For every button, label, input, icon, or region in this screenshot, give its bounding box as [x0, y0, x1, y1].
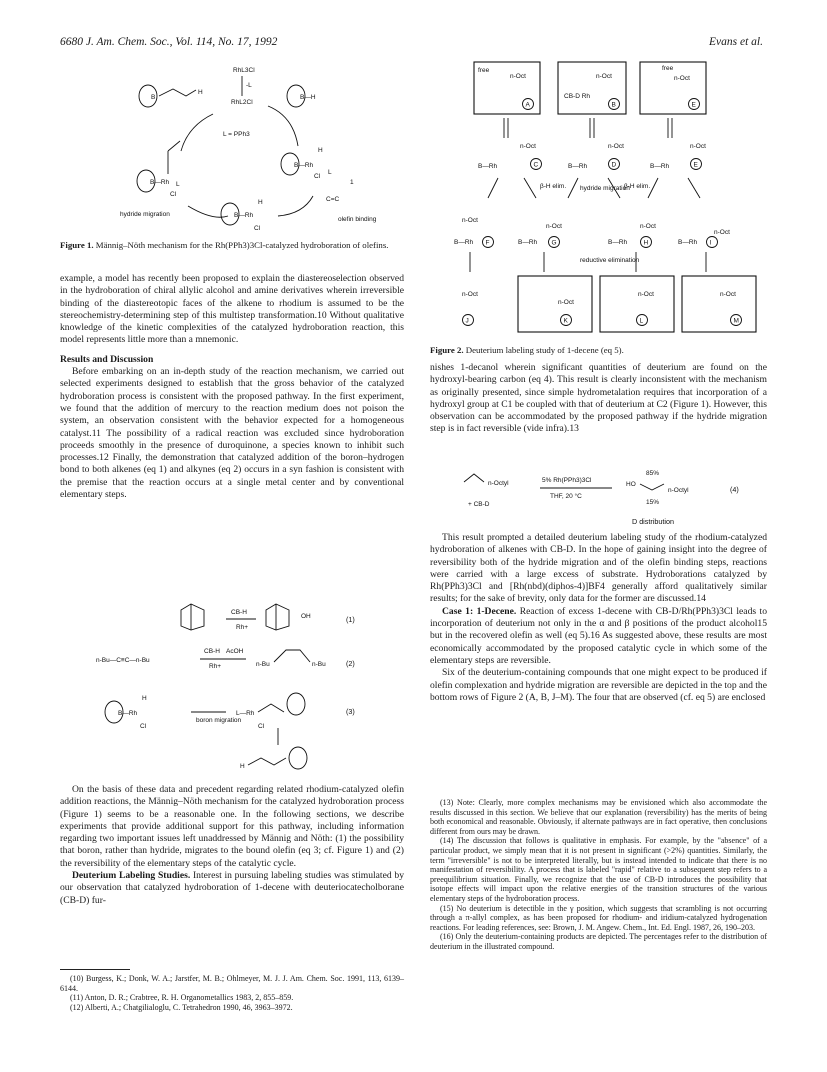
fig2-hydride-migration: hydride migration — [580, 185, 630, 192]
fig1-minus-l: -L — [246, 82, 252, 89]
left-column-body-2 — [60, 784, 404, 907]
figure-2-scheme — [418, 56, 768, 338]
svg-text:B—Rh: B—Rh — [454, 239, 474, 246]
svg-text:J: J — [465, 317, 469, 325]
svg-text:B: B — [151, 94, 156, 101]
eq2-product-right: n-Bu — [312, 661, 326, 668]
eq4-conditions: THF, 20 °C — [550, 493, 582, 500]
eq4-reagent: + CB-D — [468, 501, 490, 508]
figure-1-scheme — [118, 56, 378, 236]
svg-text:B—Rh: B—Rh — [678, 239, 698, 246]
fig2-noct-k: n-Oct — [558, 299, 574, 306]
fig1-ligand-def: L = PPh3 — [223, 131, 250, 138]
left-paragraph-4: Interest in pursuing labeling studies was stimulated by our observation that catalyzed hydroboration of 1-decene with deuteriocatecholborane (CB-D) fur- — [60, 870, 404, 906]
fig2-cbd-rh: CB-D Rh — [564, 93, 591, 100]
eq1-catalyst: Rh+ — [236, 624, 249, 631]
right-paragraph-2: This result prompted a detailed deuterium labeling study of the rhodium-catalyzed hydroboration of alkenes with CB-D. In the hope of gaining insight into the degree of reversibility both of the hydride migration and of the olefin binding steps, reactions were carried with a large excess of substrate. Hydroborations catalyzed by Rh(PPh3)3Cl and [Rh(nbd)(diphos-4)]BF4 generally afford qualitatively similar results; for the sake of brevity, only data for the former are discussed.14 — [430, 532, 767, 605]
right-footnotes — [430, 798, 767, 952]
svg-text:B—Rh: B—Rh — [234, 212, 254, 219]
fig1-olefin-binding: olefin binding — [338, 216, 377, 223]
eq2-number: (2) — [346, 659, 355, 668]
svg-text:B—Rh: B—Rh — [478, 163, 498, 170]
eq1-number: (1) — [346, 615, 355, 624]
eq2-reactant: n-Bu—C≡C—n-Bu — [96, 657, 150, 664]
footnote-15: (15) No deuterium is detectible in the γ position, which suggests that scrambling is not occurring through a π-allyl complex, as has been proposed for rhodium- and iridium-catalyzed hydrogenation reactions. For leading references, see: Brown, J. M. Angew. Chem., Int. Ed. Engl. 1987, 26, 190–203. — [430, 903, 767, 932]
eq4-pct-top: 85% — [646, 470, 660, 477]
fig2-free-a: free — [478, 67, 490, 74]
fig2-reductive-elimination: reductive elimination — [580, 257, 640, 264]
svg-text:H: H — [643, 239, 649, 247]
eq4-caption: D distribution — [632, 517, 674, 526]
right-paragraph-1: nishes 1-decanol wherein significant quantities of deuterium are found on the hydroxyl-bearing carbon (eq 4). This result is clearly inconsistent with the mechanism as originally presented, since simple hydrometalation requires that incorporation of a hydroxyl group at C1 be coupled with that of deuterium at C2 (Figure 1). However, this observation can be accommodated by the proposed pathway if the hydride migration step is in fact reversible (vide infra).13 — [430, 362, 767, 435]
fig2-bh-elim-1: β-H elim. — [540, 183, 567, 190]
svg-text:Cl: Cl — [314, 173, 321, 180]
figure-1-caption-label: Figure 1. — [60, 240, 94, 250]
fig2-noct-m: n-Oct — [720, 291, 736, 298]
eq2-product-left: n-Bu — [256, 661, 270, 668]
fig1-hydride-migration: hydride migration — [120, 211, 170, 218]
equations-1-3 — [96, 600, 396, 775]
svg-text:B—Rh: B—Rh — [608, 239, 628, 246]
svg-text:H: H — [258, 199, 263, 206]
svg-text:B—Rh: B—Rh — [568, 163, 588, 170]
svg-text:Cl: Cl — [254, 225, 261, 232]
fig1-rhl2cl: RhL2Cl — [231, 99, 253, 106]
svg-text:C: C — [533, 161, 539, 169]
svg-text:B—Rh: B—Rh — [650, 163, 670, 170]
svg-text:L: L — [328, 169, 332, 176]
section-heading-deuterium: Deuterium Labeling Studies. — [72, 870, 191, 882]
fig2-noct-h: n-Oct — [640, 223, 656, 230]
figure-2-caption — [430, 345, 770, 356]
eq3-arrow-label: boron migration — [196, 717, 242, 724]
fig2-noct-b: n-Oct — [596, 73, 612, 80]
footnote-12: (12) Alberti, A.; Chatgilialoglu, C. Tetrahedron 1990, 46, 3963–3972. — [70, 1002, 293, 1012]
running-header-left: 6680 J. Am. Chem. Soc., Vol. 114, No. 17, 1992 — [60, 36, 278, 48]
svg-text:E: E — [691, 101, 696, 109]
fig2-noct-j: n-Oct — [462, 291, 478, 298]
fig2-bh-elim-2: β-H elim. — [624, 183, 651, 190]
eq3-number: (3) — [346, 707, 355, 716]
fig2-noct-g: n-Oct — [546, 223, 562, 230]
figure-2-caption-text: Deuterium labeling study of 1-decene (eq 5). — [465, 345, 624, 355]
fig2-noct-e2: n-Oct — [690, 143, 706, 150]
svg-text:B—Rh: B—Rh — [518, 239, 538, 246]
svg-text:H: H — [240, 763, 245, 770]
figure-2-caption-label: Figure 2. — [430, 345, 464, 355]
fig1-alkene: C=C — [326, 196, 340, 203]
svg-text:K: K — [563, 317, 568, 325]
svg-text:L—Rh: L—Rh — [236, 710, 255, 717]
svg-text:G: G — [551, 239, 557, 247]
svg-text:B—Rh: B—Rh — [150, 179, 170, 186]
fig2-noct-d: n-Oct — [608, 143, 624, 150]
left-footnote-rule — [60, 969, 130, 970]
eq4-number: (4) — [730, 485, 739, 494]
left-column-body — [60, 273, 404, 501]
svg-text:E: E — [693, 161, 698, 169]
eq2-reagent: CB-H — [204, 648, 220, 655]
fig2-noct-l: n-Oct — [638, 291, 654, 298]
svg-text:B—Rh: B—Rh — [294, 162, 314, 169]
svg-text:B: B — [611, 101, 616, 109]
left-paragraph-1: example, a model has recently been proposed to explain the diastereoselection observed in the hydroboration of chiral allylic alcohol and amine derivatives wherein irreversible binding of the diastereotopic faces of the alkene to rhodium is assumed to be the stereochemistry-determining step of this multistep transformation.10 Without qualitative knowledge of the kinetic complexities of the catalyzed hydroboration reaction, this model represents little more than a mnemonic. — [60, 273, 404, 346]
footnote-14: (14) The discussion that follows is qualitative in emphasis. For example, by the "absence" of a particular product, we simply mean that it is not present in significant (>2%) quantities. Similarly, the term "irreversible" is not to be interpreted literally, but is instead intended to indicate that there is no manifestation of reversibility. A process that is labeled "rapid" relative to a subsequent step refers to a preequilibrium situation. Finally, we recognize that the use of CB-D introduces the possibility that isotope effects will impact upon the relative energies of the transition structures of the various elementary steps of the hydroboration process. — [430, 836, 767, 903]
eq4-pct-bottom: 15% — [646, 499, 660, 506]
svg-text:A: A — [525, 101, 530, 109]
right-column-body — [430, 362, 767, 436]
footnote-11: (11) Anton, D. R.; Crabtree, R. H. Organometallics 1983, 2, 855–859. — [70, 993, 294, 1003]
fig2-free-e: free — [662, 65, 674, 72]
svg-text:L: L — [176, 181, 180, 188]
svg-text:Cl: Cl — [258, 723, 265, 730]
svg-text:M: M — [733, 317, 739, 325]
eq1-reagent: CB-H — [231, 609, 247, 616]
svg-text:L: L — [639, 317, 644, 325]
right-paragraph-4: Six of the deuterium-containing compounds that one might expect to be produced if olefin complexation and hydride migration are reversible are depicted in the top and the bottom rows of Figure 2 (A, B, J–M). The four that are observed (cf. eq 5) are enclosed — [430, 667, 767, 703]
fig2-noct-a: n-Oct — [510, 73, 526, 80]
running-header-right: Evans et al. — [709, 36, 763, 48]
right-column-body-2 — [430, 532, 767, 704]
svg-text:D: D — [611, 161, 617, 169]
svg-text:H: H — [318, 147, 323, 154]
fig1-compound-number: 1 — [350, 179, 354, 186]
svg-text:I: I — [709, 239, 712, 247]
section-heading-results: Results and Discussion — [60, 353, 154, 365]
svg-text:H: H — [198, 89, 203, 96]
svg-text:Cl: Cl — [170, 191, 177, 198]
eq4-catalyst: 5% Rh(PPh3)3Cl — [542, 477, 592, 484]
svg-text:B—Rh: B—Rh — [118, 710, 138, 717]
figure-1-caption-text: Männig–Nöth mechanism for the Rh(PPh3)3Cl-catalyzed hydroboration of olefins. — [95, 240, 389, 250]
svg-text:F: F — [485, 239, 490, 247]
footnote-10: (10) Burgess, K.; Donk, W. A.; Jarstfer, M. B.; Ohlmeyer, M. J. J. Am. Chem. Soc. 1991, 113, 6139–6144. — [60, 974, 404, 993]
eq4-product: n-Octyl — [668, 487, 689, 494]
fig2-noct-e: n-Oct — [674, 75, 690, 82]
svg-text:Cl: Cl — [140, 723, 147, 730]
right-paragraph-3: Reaction of excess 1-decene with CB-D/Rh(PPh3)3Cl leads to incorporation of deuterium not only in the α and β positions of the product alcohol15 but in the recovered olefin as well (eq 5).16 As suggested above, these results are most economically accommodated by the proposed catalytic cycle in which some of the elementary steps are reversible. — [430, 605, 767, 666]
svg-text:HO: HO — [626, 481, 636, 488]
fig2-noct-c: n-Oct — [520, 143, 536, 150]
fig2-noct-f: n-Oct — [462, 217, 478, 224]
eq2-reagent-2: AcOH — [226, 648, 244, 655]
fig1-rhl3cl: RhL3Cl — [233, 67, 255, 74]
eq4-reactant: n-Octyl — [488, 480, 509, 487]
footnote-13: (13) Note: Clearly, more complex mechanisms may be envisioned which also accommodate the results discussed in this section. We believe that our explanation (reversibility) has the merits of being both economical and reasonable. Obviously, if alternate pathways are in fact operative, then conclusions different from ours may be drawn. — [430, 798, 767, 836]
figure-1-caption — [60, 240, 400, 251]
equation-4 — [460, 468, 760, 530]
eq2-catalyst: Rh+ — [209, 663, 222, 670]
footnote-16: (16) Only the deuterium-containing products are depicted. The percentages refer to the distribution of deuterium in the illustrated compound. — [430, 932, 767, 951]
eq1-product: OH — [301, 613, 311, 620]
case-1-heading: Case 1: 1-Decene. — [442, 605, 517, 617]
fig1-bh: B—H — [300, 94, 316, 101]
svg-text:H: H — [142, 695, 147, 702]
fig2-noct-i: n-Oct — [714, 229, 730, 236]
left-paragraph-3: On the basis of these data and precedent regarding related rhodium-catalyzed olefin addition reactions, the Männig–Nöth mechanism for the catalyzed hydroboration process (Figure 1) seems to be a reasonable one. In the following sections, we describe experiments that provide additional support for this pathway, including information regarding two important issues left unaddressed by Männig and Nöth: (1) the possibility that boron, rather than hydride, migrates to the bound olefin (eq 3; cf. Figure 1) and (2) the reversibility of the elementary steps of the catalytic cycle. — [60, 784, 404, 869]
left-footnotes — [60, 974, 404, 1012]
left-paragraph-2: Before embarking on an in-depth study of the reaction mechanism, we carried out selected experiments designed to establish that the gross behavior of the catalyzed hydroboration process is consistent with the proposed pathway. In the first experiment, we found that the addition of mercury to the reaction medium does not poison the system, an observation consistent with the behavior expected for a homogeneous catalyst.11 The possibility of a radical reaction was excluded since hydroboration proceeds smoothly in the presence of duroquinone, a species known to inhibit such processes.12 Finally, the demonstration that catalyzed addition of the boron–hydrogen bond to both alkenes (eq 1) and alkynes (eq 2) occurs in a syn fashion is consistent with the premise that the reaction occurs at a single metal center and by conventional elementary steps. — [60, 366, 404, 501]
